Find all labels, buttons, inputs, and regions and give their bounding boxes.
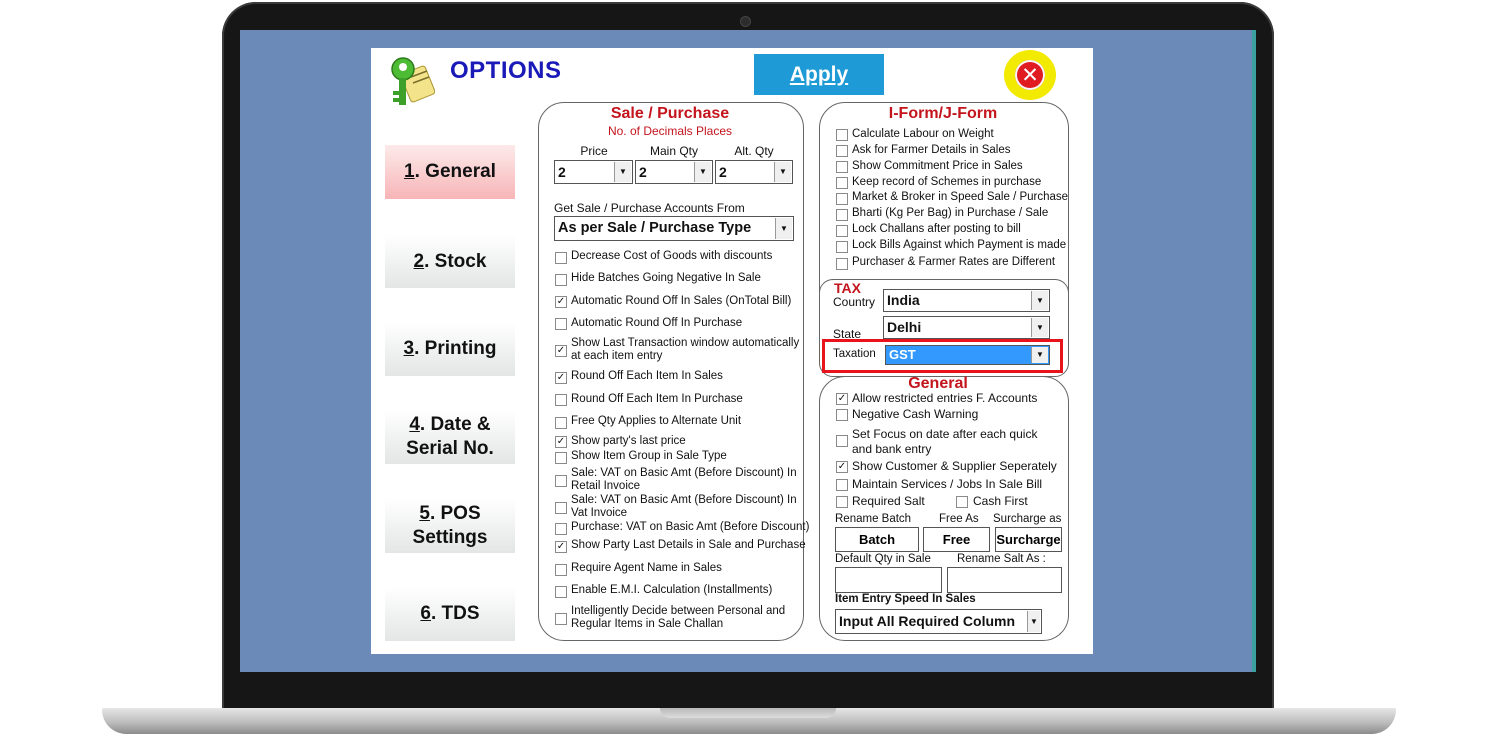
checkbox-label: Purchaser & Farmer Rates are Different — [852, 256, 1056, 268]
free-qty-alt-unit-checkbox[interactable] — [555, 417, 567, 429]
checkbox-label — [852, 427, 1037, 457]
schemes-record-checkbox[interactable] — [836, 177, 848, 189]
label-line1: Intelligently Decide between Personal and — [571, 605, 786, 617]
purchase-vat-checkbox[interactable] — [555, 523, 567, 535]
hide-batches-checkbox[interactable] — [555, 274, 567, 286]
required-salt-label: Required Salt — [852, 494, 925, 508]
require-agent-checkbox[interactable] — [555, 564, 567, 576]
surcharge-as-label: Surcharge as — [993, 513, 1062, 525]
cash-first-checkbox[interactable] — [956, 496, 968, 508]
main-qty-decimals-value: 2 — [639, 164, 647, 180]
item-entry-speed-label: Item Entry Speed In Sales — [835, 593, 976, 605]
tab-date-serial[interactable] — [385, 410, 515, 464]
market-broker-checkbox[interactable] — [836, 193, 848, 205]
label-line2: Retail Invoice — [571, 480, 641, 492]
main-qty-decimals-select[interactable] — [635, 160, 713, 184]
tab-label-line2: Serial No. — [406, 438, 494, 459]
decrease-cost-checkbox[interactable] — [555, 252, 567, 264]
tab-label-line2: Settings — [412, 527, 488, 548]
tab-number: 5 — [419, 503, 430, 524]
tab-number: 1 — [404, 161, 415, 182]
checkbox-label: Show party's last price — [571, 435, 686, 447]
allow-restricted-checkbox[interactable]: ✓ — [837, 393, 847, 404]
default-qty-label: Default Qty in Sale — [835, 553, 931, 565]
checkbox-label: Enable E.M.I. Calculation (Installments) — [571, 584, 773, 596]
item-entry-speed-select[interactable] — [835, 609, 1042, 634]
checkbox-label: Show Commitment Price in Sales — [852, 160, 1023, 172]
tab-label: . Printing — [414, 338, 497, 359]
apply-button[interactable]: Apply — [754, 54, 884, 95]
focus-date-checkbox[interactable] — [836, 435, 848, 447]
free-as-label: Free As — [939, 513, 979, 525]
checkbox-label: Decrease Cost of Goods with discounts — [571, 250, 773, 262]
free-as-input[interactable]: Free — [923, 527, 990, 552]
checkbox-label: Automatic Round Off In Sales (OnTotal Bill) — [571, 295, 792, 307]
alt-qty-label: Alt. Qty — [734, 144, 774, 158]
checkbox-label: Allow restricted entries F. Accounts — [852, 391, 1038, 405]
close-icon: ✕ — [1015, 60, 1045, 90]
accounts-from-label: Get Sale / Purchase Accounts From — [554, 201, 745, 215]
label-line1: Set Focus on date after each quick — [852, 427, 1038, 441]
chevron-down-icon: ▼ — [775, 218, 792, 239]
enable-emi-checkbox[interactable] — [555, 586, 567, 598]
checkbox-label — [571, 494, 797, 520]
checkbox-label: Show Party Last Details in Sale and Purchase — [571, 539, 806, 551]
options-window — [371, 48, 1093, 654]
label-line2: at each item entry — [571, 350, 663, 362]
page-title: OPTIONS — [450, 57, 562, 84]
tab-number: 6 — [420, 603, 431, 624]
checkbox-label: Negative Cash Warning — [852, 407, 979, 421]
checkbox-label: Free Qty Applies to Alternate Unit — [571, 415, 742, 427]
lock-challans-checkbox[interactable] — [836, 225, 848, 237]
negative-cash-checkbox[interactable] — [836, 409, 848, 421]
round-off-item-purchase-checkbox[interactable] — [555, 394, 567, 406]
country-value: India — [887, 292, 920, 308]
show-party-last-details-checkbox[interactable]: ✓ — [556, 541, 566, 552]
price-label: Price — [580, 144, 608, 158]
bharti-checkbox[interactable] — [836, 209, 848, 221]
key-icon — [385, 53, 435, 115]
tab-tds[interactable] — [385, 587, 515, 641]
checkbox-label — [571, 337, 799, 363]
tab-label: . TDS — [431, 603, 480, 624]
checkbox-label: Market & Broker in Speed Sale / Purchase — [852, 191, 1069, 203]
checkbox-label: Automatic Round Off In Purchase — [571, 317, 743, 329]
maintain-services-checkbox[interactable] — [836, 479, 848, 491]
decimals-subtitle: No. of Decimals Places — [607, 124, 733, 138]
state-label: State — [833, 327, 862, 341]
tab-pos-settings[interactable] — [385, 499, 515, 553]
chevron-down-icon: ▼ — [1031, 347, 1048, 363]
purchaser-farmer-rates-checkbox[interactable] — [836, 258, 848, 270]
chevron-down-icon: ▼ — [1031, 291, 1048, 310]
show-party-last-price-checkbox[interactable]: ✓ — [556, 436, 566, 447]
price-decimals-select[interactable] — [554, 160, 633, 184]
rename-salt-label: Rename Salt As : — [957, 553, 1046, 565]
rename-salt-input[interactable] — [947, 567, 1062, 593]
required-salt-checkbox[interactable] — [836, 496, 848, 508]
tab-label: . Date & — [419, 414, 491, 435]
cash-first-label: Cash First — [973, 494, 1028, 508]
intelligently-decide-checkbox[interactable] — [555, 613, 567, 625]
label-line2: and bank entry — [852, 442, 932, 456]
webcam — [740, 16, 751, 27]
checkbox-label — [571, 467, 797, 493]
tab-number: 3 — [403, 338, 415, 359]
tab-label: . Stock — [424, 250, 487, 272]
tab-general[interactable] — [385, 145, 515, 199]
rename-batch-input[interactable]: Batch — [835, 527, 919, 552]
checkbox-label: Maintain Services / Jobs In Sale Bill — [852, 477, 1043, 491]
main-qty-label: Main Qty — [649, 144, 698, 158]
taxation-label: Taxation — [833, 348, 876, 360]
accounts-from-value: As per Sale / Purchase Type — [558, 220, 752, 236]
surcharge-as-input[interactable]: Surcharge — [995, 527, 1062, 552]
checkbox-label: Show Customer & Supplier Seperately — [852, 459, 1057, 473]
chevron-down-icon: ▼ — [694, 162, 711, 182]
sale-purchase-title: Sale / Purchase — [610, 105, 730, 122]
tab-number: 4 — [409, 414, 420, 435]
chevron-down-icon: ▼ — [1027, 611, 1040, 632]
checkbox-label: Calculate Labour on Weight — [852, 128, 994, 140]
alt-qty-decimals-select[interactable] — [715, 160, 793, 184]
checkbox-label: Lock Bills Against which Payment is made — [852, 239, 1067, 251]
label-line1: Sale: VAT on Basic Amt (Before Discount) In — [571, 494, 797, 506]
default-qty-input[interactable] — [835, 567, 942, 593]
country-label: Country — [833, 295, 876, 309]
checkbox-label: Lock Challans after posting to bill — [852, 223, 1021, 235]
label-line2: Vat Invoice — [571, 507, 628, 519]
state-value: Delhi — [887, 319, 922, 335]
tab-printing[interactable] — [385, 322, 515, 376]
general-title: General — [908, 375, 968, 392]
screen-edge — [1252, 30, 1256, 672]
sale-vat-retail-checkbox[interactable] — [555, 475, 567, 487]
item-entry-speed-value: Input All Required Column — [839, 613, 1016, 629]
alt-qty-decimals-value: 2 — [719, 164, 727, 180]
checkbox-label: Hide Batches Going Negative In Sale — [571, 272, 761, 284]
chevron-down-icon: ▼ — [614, 162, 631, 182]
accounts-from-select[interactable] — [554, 216, 794, 241]
tab-label: . POS — [429, 503, 481, 524]
round-off-item-sales-checkbox[interactable]: ✓ — [556, 372, 566, 383]
checkbox-label: Ask for Farmer Details in Sales — [852, 144, 1011, 156]
checkbox-label: Purchase: VAT on Basic Amt (Before Discount) — [571, 521, 810, 533]
price-decimals-value: 2 — [558, 164, 566, 180]
taxation-value: GST — [889, 347, 916, 362]
lock-bills-checkbox[interactable] — [836, 241, 848, 253]
farmer-details-checkbox[interactable] — [836, 145, 848, 157]
round-off-sales-checkbox[interactable]: ✓ — [556, 296, 566, 307]
label-line1: Show Last Transaction window automatically — [571, 337, 800, 349]
checkbox-label: Require Agent Name in Sales — [571, 562, 722, 574]
checkbox-label: Keep record of Schemes in purchase — [852, 176, 1042, 188]
checkbox-label — [571, 605, 785, 631]
tab-number: 2 — [413, 250, 425, 272]
chevron-down-icon: ▼ — [774, 162, 791, 182]
round-off-purchase-checkbox[interactable] — [555, 318, 567, 330]
show-item-group-checkbox[interactable] — [555, 452, 567, 464]
label-line1: Sale: VAT on Basic Amt (Before Discount) In — [571, 467, 797, 479]
sale-vat-invoice-checkbox[interactable] — [555, 502, 567, 514]
country-select[interactable] — [883, 289, 1050, 312]
customer-supplier-checkbox[interactable]: ✓ — [837, 461, 847, 472]
calculate-labour-checkbox[interactable] — [836, 129, 848, 141]
tab-stock[interactable] — [385, 235, 515, 288]
checkbox-label: Round Off Each Item In Purchase — [571, 393, 743, 405]
tab-label: . General — [414, 161, 496, 182]
show-last-transaction-checkbox[interactable]: ✓ — [556, 345, 566, 356]
checkbox-label: Round Off Each Item In Sales — [571, 370, 723, 382]
label-line2: Regular Items in Sale Challan — [571, 618, 724, 630]
chevron-down-icon: ▼ — [1031, 318, 1048, 337]
commitment-price-checkbox[interactable] — [836, 161, 848, 173]
taxation-select[interactable] — [885, 345, 1050, 365]
state-select[interactable] — [883, 316, 1050, 339]
checkbox-label: Bharti (Kg Per Bag) in Purchase / Sale — [852, 207, 1049, 219]
tax-title: TAX — [834, 280, 861, 296]
laptop-notch — [660, 708, 836, 718]
rename-batch-label: Rename Batch — [835, 513, 912, 525]
checkbox-label: Show Item Group in Sale Type — [571, 450, 727, 462]
iform-title: I-Form/J-Form — [888, 105, 998, 122]
close-button[interactable] — [1004, 50, 1056, 100]
